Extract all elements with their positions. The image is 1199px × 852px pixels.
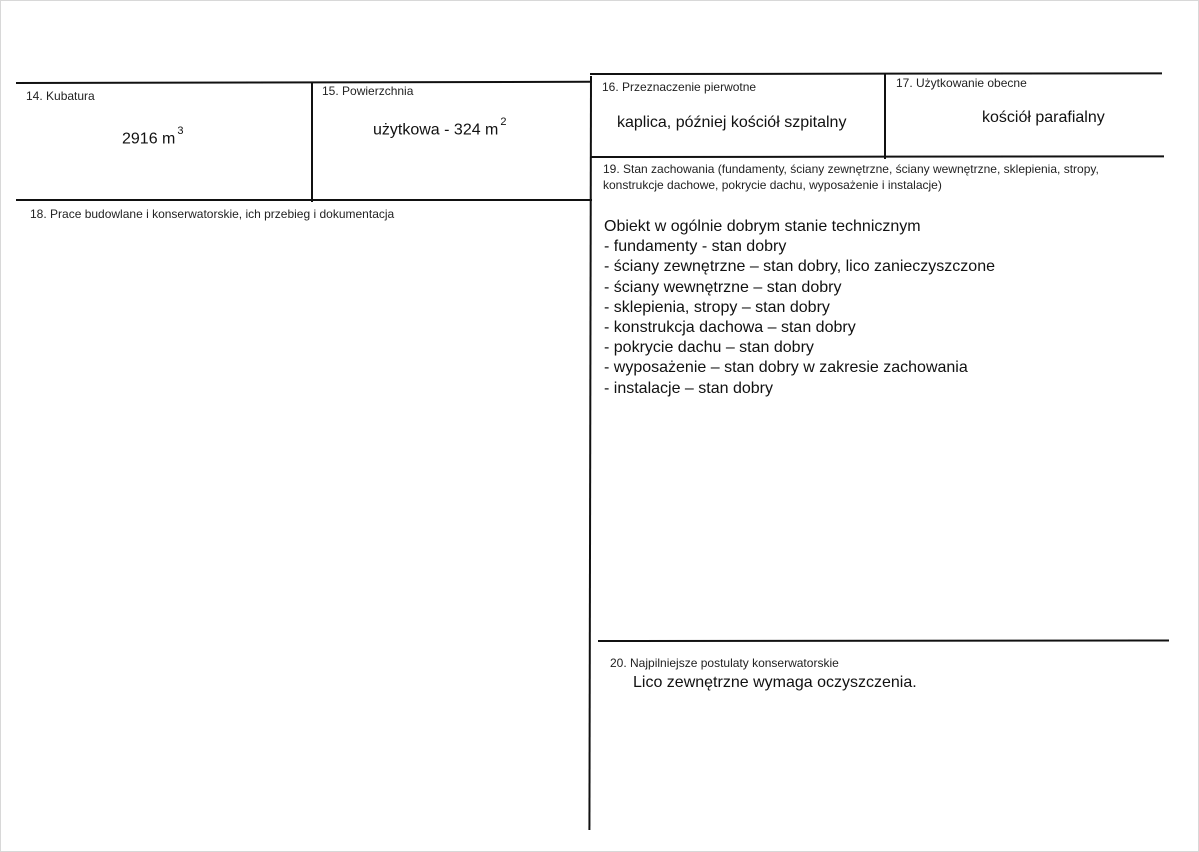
condition-line: - instalacje – stan dobry xyxy=(604,379,773,397)
condition-line: - fundamenty - stan dobry xyxy=(604,238,787,256)
divider-main-vertical xyxy=(588,76,592,830)
field-14-unit-exponent: 3 xyxy=(177,125,184,137)
condition-line: - ściany zewnętrzne – stan dobry, lico zanieczyszczone xyxy=(604,258,995,276)
field-19-condition-list xyxy=(604,217,995,399)
field-15-value xyxy=(373,115,507,140)
field-19-label-line2: konstrukcje dachowe, pokrycie dachu, wyposażenie i instalacje) xyxy=(603,178,942,192)
field-17-label: 17. Użytkowanie obecne xyxy=(896,76,1027,90)
condition-line: - konstrukcja dachowa – stan dobry xyxy=(604,319,856,337)
field-14-value-text: 2916 m xyxy=(122,130,176,148)
field-18-label: 18. Prace budowlane i konserwatorskie, ich przebieg i dokumentacja xyxy=(30,207,395,221)
divider-16-17 xyxy=(884,73,886,159)
field-14-value xyxy=(122,124,184,149)
condition-line: - sklepienia, stropy – stan dobry xyxy=(604,298,830,316)
condition-line: Obiekt w ogólnie dobrym stanie technicznym xyxy=(604,218,921,235)
field-19-label-line1: 19. Stan zachowania (fundamenty, ściany zewnętrzne, ściany wewnętrzne, sklepienia, stropy, xyxy=(603,162,1099,176)
divider-14-15 xyxy=(311,82,313,202)
line-above-18 xyxy=(16,199,592,201)
field-16-label: 16. Przeznaczenie pierwotne xyxy=(602,80,757,94)
field-14-label: 14. Kubatura xyxy=(26,89,95,103)
top-border-line-right xyxy=(590,72,1162,75)
condition-line: - wyposażenie – stan dobry w zakresie zachowania xyxy=(604,359,968,377)
field-15-value-text: użytkowa - 324 m xyxy=(373,121,499,139)
field-20-label: 20. Najpilniejsze postulaty konserwatorskie xyxy=(610,656,839,670)
condition-line: - ściany wewnętrzne – stan dobry xyxy=(604,278,842,296)
line-above-19 xyxy=(590,155,1164,158)
field-17-value: kościół parafialny xyxy=(982,109,1105,126)
field-20-value: Lico zewnętrzne wymaga oczyszczenia. xyxy=(633,674,917,691)
field-15-label: 15. Powierzchnia xyxy=(322,84,414,98)
top-border-line xyxy=(16,81,590,84)
line-above-20 xyxy=(598,640,1169,642)
field-15-unit-exponent: 2 xyxy=(500,116,507,128)
field-16-value: kaplica, później kościół szpitalny xyxy=(617,114,847,131)
condition-line: - pokrycie dachu – stan dobry xyxy=(604,339,814,357)
